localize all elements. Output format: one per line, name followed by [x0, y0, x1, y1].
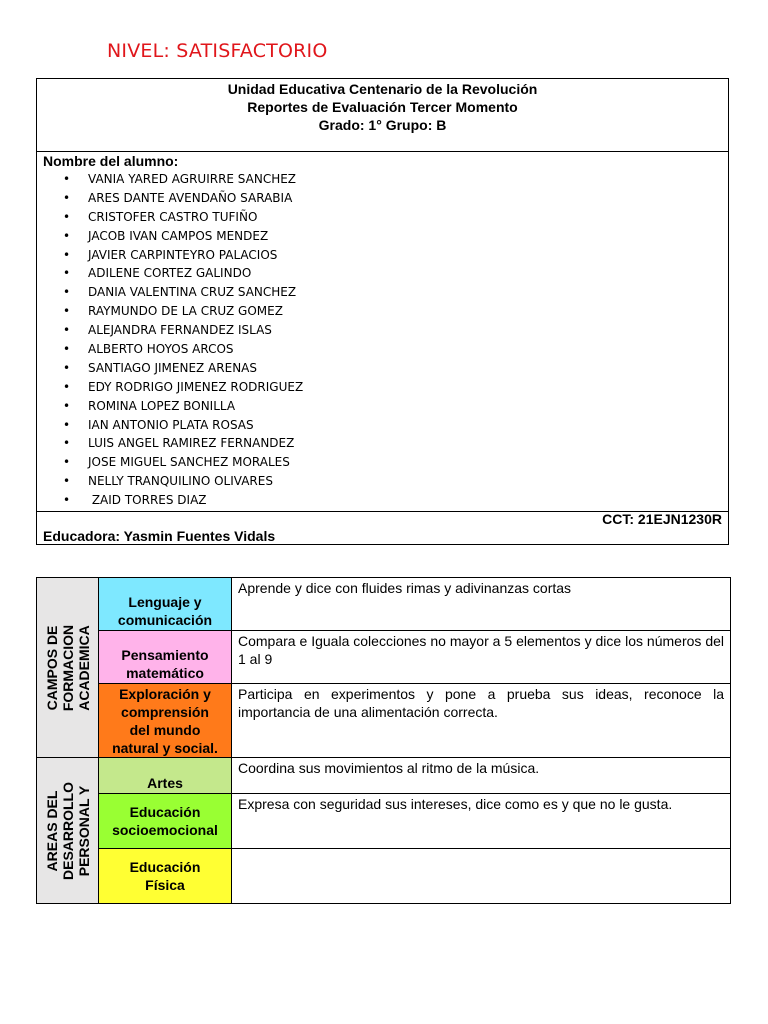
- student-list-item: [37, 340, 303, 359]
- student-list-item: [37, 453, 303, 472]
- bullet-icon: •: [63, 190, 71, 205]
- teacher-name: Educadora: Yasmin Fuentes Vidals: [43, 528, 276, 544]
- field-artes: Artes: [99, 758, 232, 794]
- student-list-item: [37, 283, 303, 302]
- student-list-item: [37, 321, 303, 340]
- field-pensamiento: Pensamiento matemático: [99, 631, 232, 684]
- student-list-item: [37, 208, 303, 227]
- school-name: Unidad Educativa Centenario de la Revolución: [227, 81, 538, 97]
- student-name: JOSE MIGUEL SANCHEZ MORALES: [88, 455, 290, 470]
- areas-desarrollo-cell: [37, 758, 99, 904]
- table-row: [37, 578, 731, 631]
- field-lenguaje: Lenguaje y comunicación: [99, 578, 232, 631]
- campos-formacion-label: CAMPOS DE FORMACION ACADEMICA: [43, 624, 92, 711]
- report-header: [37, 79, 728, 152]
- bullet-icon: •: [63, 474, 71, 489]
- cct-code: CCT: 21EJN1230R: [602, 511, 722, 527]
- student-list-item: [37, 359, 303, 378]
- student-name: JAVIER CARPINTEYRO PALACIOS: [88, 247, 278, 262]
- table-row: [37, 631, 731, 684]
- student-list-item: [37, 189, 303, 208]
- table-row: [37, 794, 731, 849]
- student-name: ALBERTO HOYOS ARCOS: [88, 342, 234, 357]
- bullet-icon: •: [63, 342, 71, 357]
- bullet-icon: •: [63, 493, 71, 508]
- bullet-icon: •: [63, 323, 71, 338]
- table-row: [37, 684, 731, 758]
- table-row: [37, 758, 731, 794]
- student-name: NELLY TRANQUILINO OLIVARES: [88, 474, 273, 489]
- student-name-label: Nombre del alumno:: [43, 153, 179, 169]
- description-educacion-fisica: [232, 849, 731, 904]
- bullet-icon: •: [63, 172, 71, 186]
- bullet-icon: •: [63, 398, 71, 413]
- student-list: [37, 170, 303, 510]
- student-name: LUIS ANGEL RAMIREZ FERNANDEZ: [88, 436, 295, 451]
- student-name: ZAID TORRES DIAZ: [88, 493, 207, 508]
- bullet-icon: •: [63, 417, 71, 432]
- student-report-box: [36, 78, 729, 545]
- nivel-title: NIVEL: SATISFACTORIO: [107, 40, 328, 62]
- student-name: ALEJANDRA FERNANDEZ ISLAS: [88, 323, 272, 338]
- bullet-icon: •: [63, 304, 71, 319]
- field-socioemocional: Educación socioemocional: [99, 794, 232, 849]
- bullet-icon: •: [63, 379, 71, 394]
- bullet-icon: •: [63, 285, 71, 300]
- student-name: ARES DANTE AVENDAÑO SARABIA: [88, 190, 293, 205]
- description-exploracion: Participa en experimentos y pone a prueba sus ideas, reconoce la importancia de una alimentación correcta.: [232, 684, 731, 758]
- bullet-icon: •: [63, 360, 71, 375]
- campos-formacion-cell: [37, 578, 99, 758]
- table-row: [37, 849, 731, 904]
- field-exploracion: Exploración y comprensión del mundo natural y social.: [99, 684, 232, 758]
- areas-desarrollo-label: AREAS DEL DESARROLLO PERSONAL Y: [43, 781, 92, 880]
- student-list-item: [37, 472, 303, 491]
- description-pensamiento: Compara e Iguala colecciones no mayor a 5 elementos y dice los números del 1 al 9: [232, 631, 731, 684]
- student-name: IAN ANTONIO PLATA ROSAS: [88, 417, 254, 432]
- student-name: ROMINA LOPEZ BONILLA: [88, 398, 236, 413]
- student-list-item: [37, 170, 303, 189]
- description-artes: Coordina sus movimientos al ritmo de la música.: [232, 758, 731, 794]
- student-list-item: [37, 378, 303, 397]
- description-socioemocional: Expresa con seguridad sus intereses, dice como es y que no le gusta.: [232, 794, 731, 849]
- student-name: VANIA YARED AGRUIRRE SANCHEZ: [88, 172, 297, 186]
- bullet-icon: •: [63, 266, 71, 281]
- student-list-item: [37, 227, 303, 246]
- report-title: Reportes de Evaluación Tercer Momento: [247, 99, 518, 115]
- student-list-item: [37, 491, 303, 510]
- student-list-item: [37, 397, 303, 416]
- student-name: SANTIAGO JIMENEZ ARENAS: [88, 360, 257, 375]
- field-educacion-fisica: Educación Física: [99, 849, 232, 904]
- student-list-item: [37, 264, 303, 283]
- student-list-item: [37, 302, 303, 321]
- grade-group: Grado: 1° Grupo: B: [318, 117, 447, 133]
- evaluation-table: [36, 577, 731, 904]
- student-list-item: [37, 246, 303, 265]
- bullet-icon: •: [63, 455, 71, 470]
- description-lenguaje: Aprende y dice con fluides rimas y adivinanzas cortas: [232, 578, 731, 631]
- bullet-icon: •: [63, 436, 71, 451]
- student-name: EDY RODRIGO JIMENEZ RODRIGUEZ: [88, 379, 304, 394]
- bullet-icon: •: [63, 247, 71, 262]
- student-name: CRISTOFER CASTRO TUFIÑO: [88, 209, 258, 224]
- student-name: ADILENE CORTEZ GALINDO: [88, 266, 252, 281]
- student-list-item: [37, 416, 303, 435]
- bullet-icon: •: [63, 228, 71, 243]
- student-name: RAYMUNDO DE LA CRUZ GOMEZ: [88, 304, 283, 319]
- bullet-icon: •: [63, 209, 71, 224]
- student-name: DANIA VALENTINA CRUZ SANCHEZ: [88, 285, 297, 300]
- student-name: JACOB IVAN CAMPOS MENDEZ: [88, 228, 269, 243]
- student-list-item: [37, 434, 303, 453]
